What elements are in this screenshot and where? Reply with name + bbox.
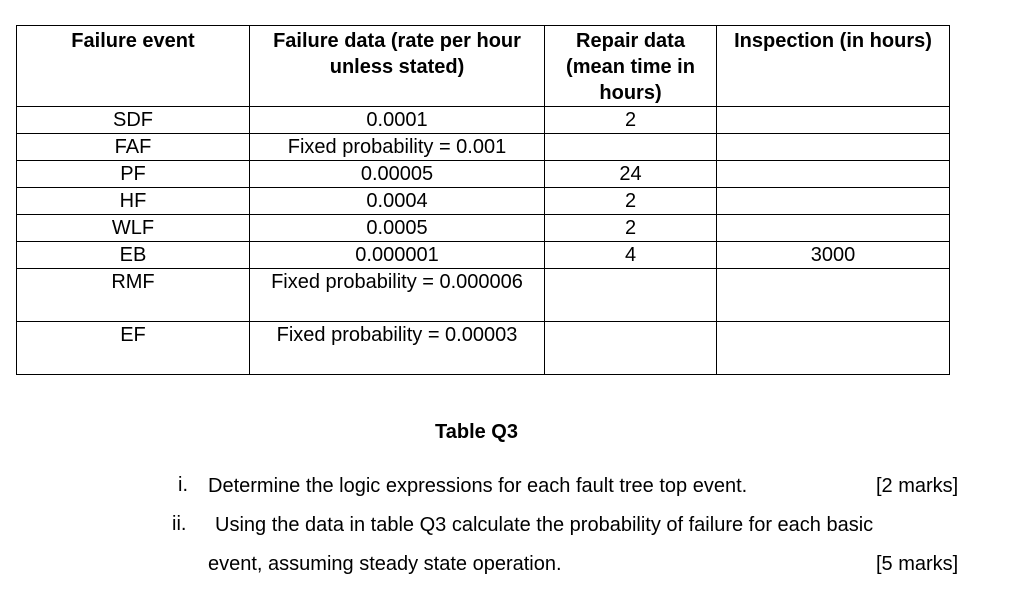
cell-failure-data: 0.0005 <box>250 215 545 242</box>
table-row <box>17 215 950 242</box>
question-1-number: i. <box>178 474 188 496</box>
cell-failure-data: 0.00005 <box>250 161 545 188</box>
cell-repair-data: 2 <box>545 107 717 134</box>
question-2-text-line2: event, assuming steady state operation. <box>208 553 562 575</box>
table-row <box>17 269 950 322</box>
table-row <box>17 242 950 269</box>
cell-event: RMF <box>17 269 250 322</box>
cell-event: WLF <box>17 215 250 242</box>
cell-event: SDF <box>17 107 250 134</box>
header-failure-data: Failure data (rate per hour unless stated) <box>250 26 545 107</box>
header-inspection: Inspection (in hours) <box>717 26 950 107</box>
cell-failure-data: 0.000001 <box>250 242 545 269</box>
cell-event: HF <box>17 188 250 215</box>
cell-event: PF <box>17 161 250 188</box>
cell-inspection <box>717 107 950 134</box>
table-row <box>17 188 950 215</box>
cell-inspection <box>717 322 950 375</box>
header-repair-data: Repair data (mean time in hours) <box>545 26 717 107</box>
cell-event: EB <box>17 242 250 269</box>
failure-data-table <box>16 25 950 375</box>
question-1-marks: [2 marks] <box>876 475 959 497</box>
question-2-marks: [5 marks] <box>876 553 959 575</box>
cell-inspection <box>717 188 950 215</box>
cell-inspection: 3000 <box>717 242 950 269</box>
cell-repair-data <box>545 134 717 161</box>
cell-failure-data: Fixed probability = 0.001 <box>250 134 545 161</box>
question-2-number: ii. <box>172 513 187 535</box>
table-row <box>17 322 950 375</box>
table-header-row <box>17 26 950 107</box>
cell-repair-data: 24 <box>545 161 717 188</box>
table-row <box>17 161 950 188</box>
cell-event: FAF <box>17 134 250 161</box>
header-failure-event: Failure event <box>17 26 250 107</box>
cell-inspection <box>717 269 950 322</box>
cell-inspection <box>717 161 950 188</box>
cell-repair-data <box>545 269 717 322</box>
cell-event: EF <box>17 322 250 375</box>
table-row <box>17 134 950 161</box>
cell-inspection <box>717 134 950 161</box>
cell-failure-data: 0.0001 <box>250 107 545 134</box>
cell-inspection <box>717 215 950 242</box>
cell-failure-data: Fixed probability = 0.00003 <box>250 322 545 375</box>
table-caption: Table Q3 <box>435 421 518 443</box>
cell-repair-data: 2 <box>545 188 717 215</box>
table-row <box>17 107 950 134</box>
cell-repair-data: 2 <box>545 215 717 242</box>
question-2-text-line1: Using the data in table Q3 calculate the probability of failure for each basic <box>215 514 874 536</box>
question-1-text: Determine the logic expressions for each fault tree top event. <box>208 475 748 497</box>
cell-failure-data: Fixed probability = 0.000006 <box>250 269 545 322</box>
cell-repair-data: 4 <box>545 242 717 269</box>
cell-failure-data: 0.0004 <box>250 188 545 215</box>
cell-repair-data <box>545 322 717 375</box>
